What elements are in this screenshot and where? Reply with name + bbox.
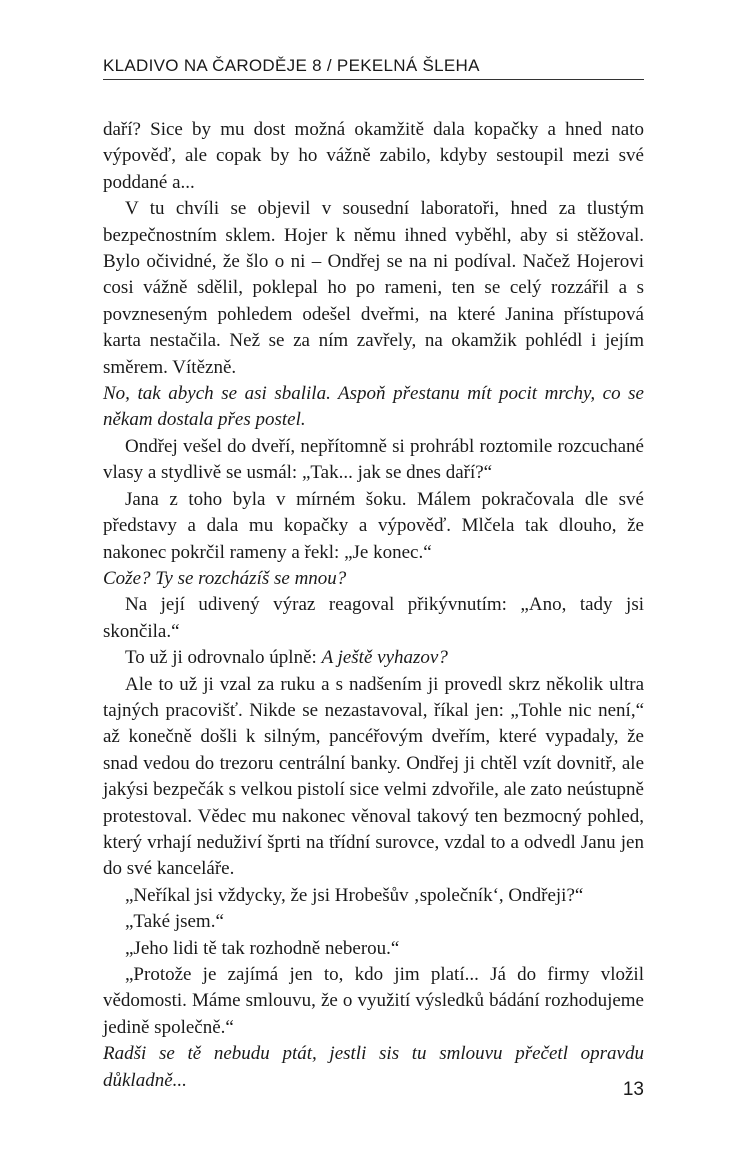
thought-paragraph: Radši se tě nebudu ptát, jestli sis tu smlouvu přečetl opravdu důkladně... bbox=[103, 1043, 644, 1091]
running-header: KLADIVO NA ČARODĚJE 8 / PEKELNÁ ŠLEHA bbox=[103, 56, 480, 75]
mixed-paragraph bbox=[103, 645, 644, 671]
paragraph: Jana z toho byla v mírném šoku. Málem pokračovala dle své představy a dala mu kopačky a výpověď. Mlčela tak dlouho, že nakonec pokrčil rameny a řekl: „Je konec.“ bbox=[103, 488, 644, 563]
paragraph: daří? Sice by mu dost možná okamžitě dala kopačky a hned nato výpověď, ale copak by ho vážně zabilo, kdyby sestoupil mezi své poddané a... bbox=[103, 119, 644, 193]
paragraph: Ale to už ji vzal za ruku a s nadšením ji provedl skrz několik ultra tajných pracovišť. Nikde se nezastavoval, říkal jen: „Tohle nic není,“ až konečně došli k silným, pancéřovým dveřím, které vypadaly, že snad vedou do trezoru centrální banky. Ondřej ji chtěl vzít dovnitř, ale jakýsi bezpečák s velkou pistolí sice velmi zdvořile, ale zato neústupně protestoval. Vědec mu nakonec věnoval takový ten bezmocný pohled, který vrhají neduživí šprti na třídní surovce, vzdal to a odvedl Janu jen do své kanceláře. bbox=[103, 673, 644, 880]
page-number: 13 bbox=[622, 1079, 644, 1100]
mixed-paragraph-plain: To už ji odrovnalo úplně: bbox=[125, 647, 322, 669]
dialogue-line: „Jeho lidi tě tak rozhodně neberou.“ bbox=[125, 937, 400, 959]
paragraph: Ondřej vešel do dveří, nepřítomně si prohrábl roztomile rozcuchané vlasy a stydlivě se usmál: „Tak... jak se dnes daří?“ bbox=[103, 435, 644, 484]
thought-paragraph: Cože? Ty se rozcházíš se mnou? bbox=[103, 567, 347, 589]
dialogue-line: „Protože je zajímá jen to, kdo jim platí... Já do firmy vložil vědomosti. Máme smlouvu, že o využití výsledků bádání rozhodujeme jedině společně.“ bbox=[103, 964, 644, 1038]
thought-paragraph: No, tak abych se asi sbalila. Aspoň přestanu mít pocit mrchy, co se někam dostala přes postel. bbox=[103, 383, 644, 431]
mixed-paragraph-italic: A ještě vyhazov? bbox=[321, 647, 448, 669]
paragraph: Na její udivený výraz reagoval přikývnutím: „Ano, tady jsi skončila.“ bbox=[103, 594, 644, 642]
body-text bbox=[103, 117, 644, 1094]
dialogue-line: „Také jsem.“ bbox=[125, 911, 224, 933]
dialogue-line: „Neříkal jsi vždycky, že jsi Hrobešův ‚společník‘, Ondřeji?“ bbox=[125, 884, 584, 906]
header-rule bbox=[103, 79, 644, 80]
paragraph: V tu chvíli se objevil v sousední laboratoři, hned za tlustým bezpečnostním sklem. Hojer k němu ihned vyběhl, aby si stěžoval. Bylo očividné, že šlo o ni – Ondřej se na ni podíval. Načež Hojerovi cosi vážně sdělil, poklepal ho po rameni, ten se celý rozzářil a s povzneseným pohledem odešel dveřmi, na které Janina přístupová karta nestačila. Než se za ním zavřely, na okamžik pohlédl i jejím směrem. Vítězně. bbox=[103, 198, 644, 378]
